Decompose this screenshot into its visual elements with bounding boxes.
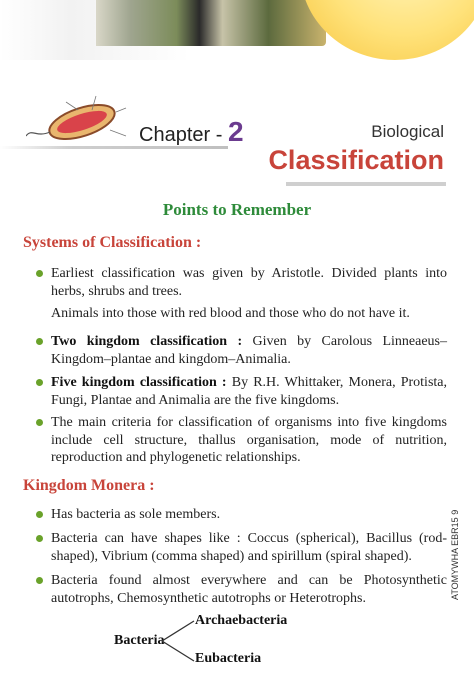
list-item-text: Bacteria found almost everywhere and can be Photosynthetic autotrophs, Chemosynthetic autotrophs or Heterotrophs. — [51, 573, 447, 606]
list-item-term: Two kingdom classification : — [51, 334, 243, 349]
chapter-prefix: Chapter - — [139, 124, 223, 146]
list-item — [51, 333, 447, 368]
list-item-text: Has bacteria as sole members. — [51, 507, 221, 522]
diagram-branch-lines — [160, 618, 196, 664]
list-item-text: By R.H. Whittaker, Monera, Protista, Fungi, Plantae and Animalia are the five kingdoms. — [51, 375, 447, 408]
list-item — [51, 506, 447, 524]
chapter-title-top: Biological — [371, 122, 444, 141]
bullet-icon — [36, 379, 43, 386]
list-item — [51, 530, 447, 565]
list-item-text: Earliest classification was given by Aristotle. Divided plants into herbs, shrubs and trees. — [51, 266, 447, 299]
chapter-label — [139, 116, 244, 148]
list-item — [51, 414, 447, 467]
list-item — [51, 265, 447, 300]
monera-heading: Kingdom Monera : — [23, 477, 155, 494]
diagram-root-label: Bacteria — [114, 633, 165, 648]
chapter-number: 2 — [227, 116, 244, 147]
list-item-text: Bacteria can have shapes like : Coccus (spherical), Bacillus (rod-shaped), Vibrium (comma shaped) and spirillum (spiral shaped). — [51, 531, 447, 564]
list-item — [51, 572, 447, 607]
chapter-divider — [0, 146, 228, 149]
list-item-text: Given by Carolous Linneaeus–Kingdom–plantae and kingdom–Animalia. — [51, 334, 447, 367]
bacterium-illustration — [26, 92, 130, 150]
list-item-extra: Animals into those with red blood and those who do not have it. — [51, 306, 410, 321]
bullet-icon — [36, 338, 43, 345]
diagram-branch-top: Archaebacteria — [195, 613, 288, 628]
list-item-text: The main criteria for classification of organisms into five kingdoms include cell structure, thallus organisation, mode of nutrition, reproduction and phylogenetic relationships. — [51, 415, 447, 465]
systems-heading: Systems of Classification : — [23, 234, 202, 251]
vertical-edge-text: ATOMYWHA EBR15 9 — [450, 509, 460, 600]
section-title: Points to Remember — [162, 200, 312, 219]
bullet-icon — [36, 270, 43, 277]
bullet-icon — [36, 511, 43, 518]
header-photo-strip — [96, 0, 326, 46]
list-item-term: Five kingdom classification : — [51, 375, 227, 390]
bullet-icon — [36, 577, 43, 584]
title-divider — [286, 182, 446, 186]
bullet-icon — [36, 535, 43, 542]
chapter-title-main: Classification — [268, 145, 444, 175]
diagram-branch-bottom: Eubacteria — [195, 651, 262, 666]
list-item — [51, 374, 447, 409]
bullet-icon — [36, 419, 43, 426]
